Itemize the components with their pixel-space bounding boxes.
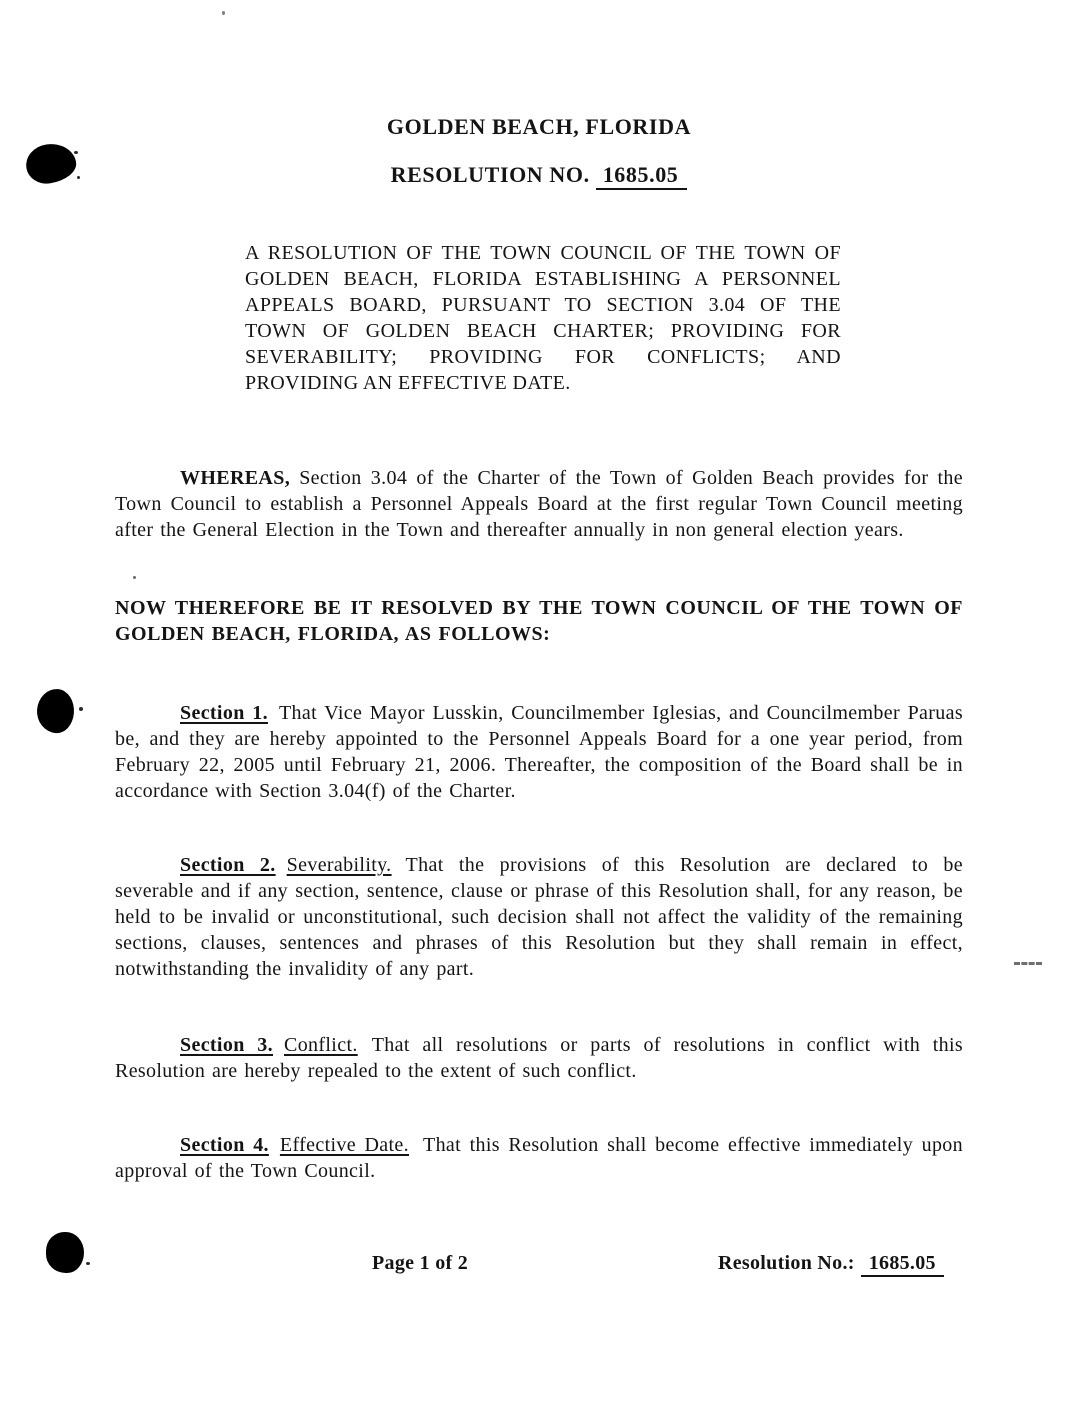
- scan-speck: [77, 176, 80, 179]
- section-2-subtitle: Severability.: [286, 854, 392, 876]
- section-4-text: That this Resolution shall become effective immediately upon approval of the Town Council.: [115, 1134, 963, 1182]
- section-1-label: Section 1.: [180, 702, 268, 724]
- document-title: GOLDEN BEACH, FLORIDA: [386, 114, 692, 139]
- section-2-text: That the provisions of this Resolution are declared to be severable and if any section, sentence, clause or phrase of this Resolution shall, for any reason, be held to be invalid or unconstitutional, such decision shall not affect the validity of the remaining sections, clauses, sentences and phrases of this Resolution but they shall remain in effect, notwithstanding the invalidity of any part.: [115, 854, 963, 980]
- whereas-lead: WHEREAS,: [180, 467, 291, 489]
- section-3-text: That all resolutions or parts of resolutions in conflict with this Resolution are hereby repealed to the extent of such conflict.: [115, 1034, 964, 1082]
- resolution-number-label: RESOLUTION NO.: [390, 162, 590, 187]
- resolution-summary: A RESOLUTION OF THE TOWN COUNCIL OF THE TOWN OF GOLDEN BEACH, FLORIDA ESTABLISHING A PERSONNEL APPEALS BOARD, PURSUANT TO SECTION 3.04 OF THE TOWN OF GOLDEN BEACH CHARTER; PROVIDING FOR SEVERABILITY; PROVIDING FOR CONFLICTS; AND PROVIDING AN EFFECTIVE DATE.: [245, 242, 841, 394]
- scan-speck: [79, 707, 83, 711]
- section-4-label: Section 4.: [180, 1134, 269, 1156]
- resolved-clause: NOW THEREFORE BE IT RESOLVED BY THE TOWN COUNCIL OF THE TOWN OF GOLDEN BEACH, FLORIDA, AS FOLLOWS:: [115, 597, 963, 645]
- scan-speck: [133, 576, 136, 579]
- section-4-paragraph: [115, 1132, 963, 1184]
- section-3-label: Section 3.: [180, 1034, 273, 1056]
- hole-punch-mark-bottom: [46, 1232, 84, 1273]
- section-3-subtitle: Conflict.: [284, 1034, 358, 1056]
- section-2-paragraph: [115, 852, 963, 982]
- section-1-text: That Vice Mayor Lusskin, Councilmember Iglesias, and Councilmember Paruas be, and they are hereby appointed to the Personnel Appeals Board for a one year period, from February 22, 2005 until February 21, 2006. Thereafter, the composition of the Board shall be in accordance with Section 3.04(f) of the Charter.: [115, 702, 963, 802]
- scan-speck: [86, 1262, 90, 1265]
- section-4-subtitle: Effective Date.: [279, 1134, 410, 1156]
- footer-resolution-label: Resolution No.:: [718, 1252, 855, 1274]
- scan-speck: [74, 151, 78, 154]
- whereas-text: Section 3.04 of the Charter of the Town of Golden Beach provides for the Town Council to establish a Personnel Appeals Board at the first regular Town Council meeting after the General Election in the Town and thereafter annually in non general election years.: [115, 467, 963, 541]
- section-2-label: Section 2.: [180, 854, 276, 876]
- scan-speck: [222, 11, 225, 15]
- hole-punch-mark-middle: [35, 687, 76, 734]
- scan-dash-artifact: [1014, 962, 1042, 965]
- page-number-label: Page 1 of 2: [372, 1252, 469, 1274]
- section-3-paragraph: [115, 1032, 963, 1084]
- footer-resolution-value: 1685.05: [861, 1252, 944, 1277]
- section-1-paragraph: [115, 700, 963, 804]
- resolution-number-value: 1685.05: [596, 162, 688, 190]
- hole-punch-mark-top: [24, 141, 79, 187]
- footer-resolution-number: [718, 1252, 944, 1275]
- resolution-number-heading: [115, 162, 963, 188]
- whereas-paragraph: [115, 465, 963, 543]
